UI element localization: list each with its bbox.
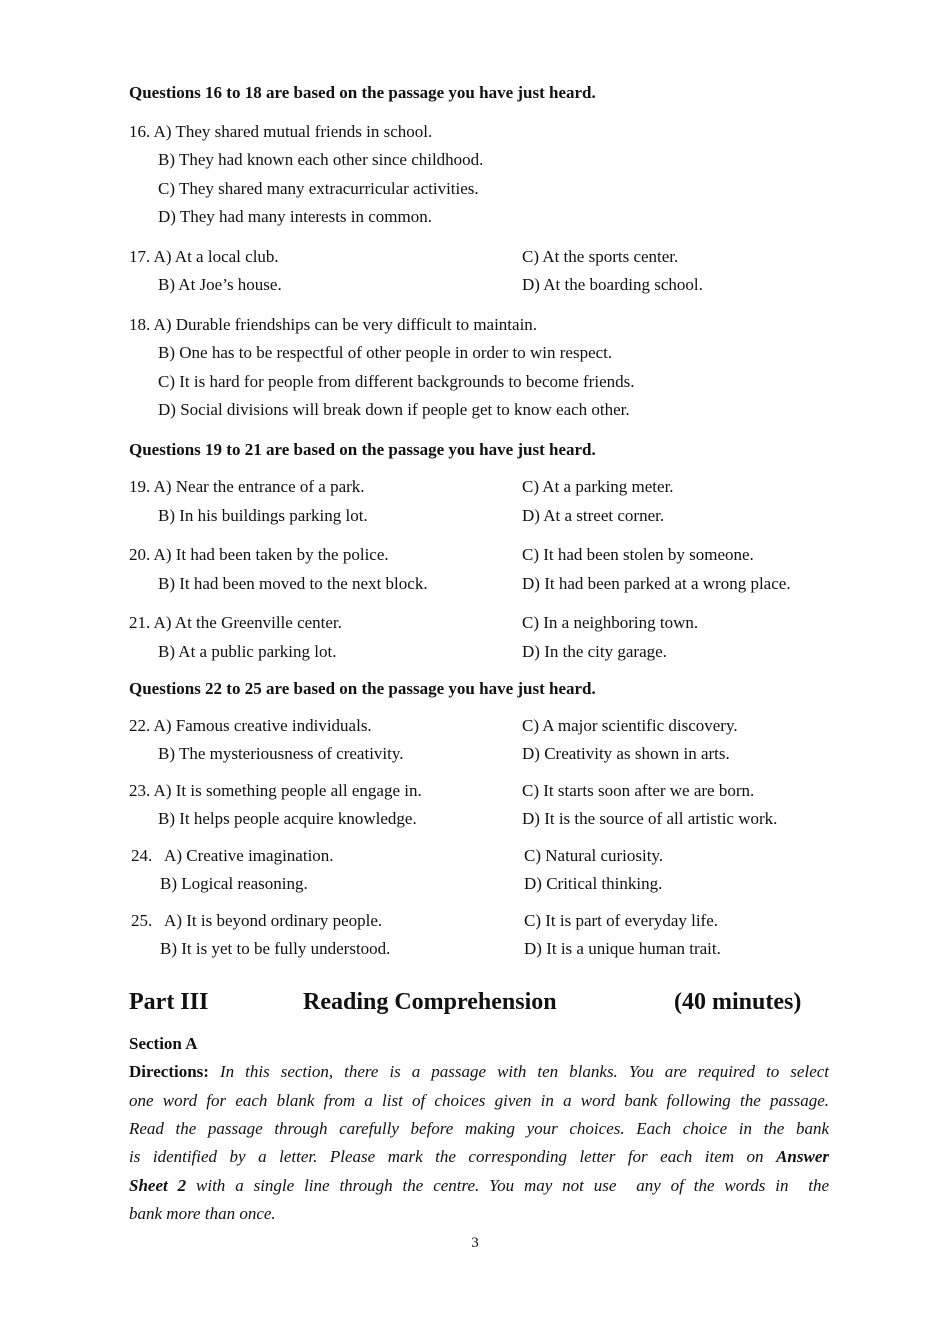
section-title: Section A (129, 1034, 198, 1053)
q23-option-a: 23. A) It is something people all engage in. (129, 781, 422, 800)
answer-sheet-label: Answer (776, 1147, 829, 1166)
q16-option-d: D) They had many interests in common. (158, 207, 432, 226)
q20-option-b: B) It had been moved to the next block. (158, 574, 428, 593)
directions-line-1 (129, 1062, 829, 1082)
part-time: (40 minutes) (674, 989, 802, 1015)
q25-option-c: C) It is part of everyday life. (524, 911, 719, 930)
q18-option-a: 18. A) Durable friendships can be very difficult to maintain. (129, 315, 538, 334)
directions-line-2: one word for each blank from a list of choices given in a word bank following the passage. (129, 1091, 829, 1110)
directions-text: is identified by a letter. Please mark the corresponding letter for each item on (129, 1147, 764, 1166)
part-number: Part III (129, 989, 209, 1015)
q22-option-b: B) The mysteriousness of creativity. (158, 744, 404, 763)
q25-option-b: B) It is yet to be fully understood. (160, 939, 391, 958)
page-number: 3 (471, 1235, 479, 1251)
directions-line-5 (129, 1176, 829, 1196)
q17-option-a: 17. A) At a local club. (129, 247, 279, 266)
q19-option-a: 19. A) Near the entrance of a park. (129, 477, 365, 496)
directions-line-4 (129, 1147, 829, 1167)
q16-option-b: B) They had known each other since childhood. (158, 150, 484, 169)
q24-option-c: C) Natural curiosity. (524, 846, 664, 865)
q21-option-d: D) In the city garage. (522, 642, 667, 661)
directions-line-3: Read the passage through carefully before making your choices. Each choice in the bank (129, 1119, 829, 1138)
q24-option-b: B) Logical reasoning. (160, 874, 308, 893)
q20-option-c: C) It had been stolen by someone. (522, 545, 754, 564)
q20-option-a: 20. A) It had been taken by the police. (129, 545, 389, 564)
q21-option-b: B) At a public parking lot. (158, 642, 337, 661)
q23-option-c: C) It starts soon after we are born. (522, 781, 755, 800)
q18-option-c: C) It is hard for people from different backgrounds to become friends. (158, 372, 635, 391)
q20-option-d: D) It had been parked at a wrong place. (522, 574, 791, 593)
q22-option-a: 22. A) Famous creative individuals. (129, 716, 372, 735)
q19-option-d: D) At a street corner. (522, 506, 665, 525)
question-group-header: Questions 22 to 25 are based on the passage you have just heard. (129, 679, 596, 698)
q17-option-d: D) At the boarding school. (522, 275, 703, 294)
answer-sheet-label: Sheet 2 (129, 1176, 187, 1195)
directions-label: Directions: (129, 1062, 209, 1081)
directions-text: with a single line through the centre. You may not use any of the words in the (196, 1176, 830, 1195)
q21-option-a: 21. A) At the Greenville center. (129, 613, 342, 632)
q19-option-b: B) In his buildings parking lot. (158, 506, 368, 525)
q18-option-d: D) Social divisions will break down if people get to know each other. (158, 400, 630, 419)
q19-option-c: C) At a parking meter. (522, 477, 674, 496)
q25-option-a: 25. A) It is beyond ordinary people. (131, 911, 383, 930)
part-title: Reading Comprehension (303, 989, 557, 1015)
q17-option-b: B) At Joe’s house. (158, 275, 282, 294)
q24-option-a: 24. A) Creative imagination. (131, 846, 334, 865)
q18-option-b: B) One has to be respectful of other people in order to win respect. (158, 343, 613, 362)
q21-option-c: C) In a neighboring town. (522, 613, 699, 632)
directions-text: In this section, there is a passage with ten blanks. You are required to select (219, 1062, 830, 1081)
question-group-header: Questions 19 to 21 are based on the passage you have just heard. (129, 440, 596, 459)
q23-option-b: B) It helps people acquire knowledge. (158, 809, 417, 828)
q16-option-c: C) They shared many extracurricular activities. (158, 179, 479, 198)
question-group-header: Questions 16 to 18 are based on the passage you have just heard. (129, 83, 596, 102)
q24-option-d: D) Critical thinking. (524, 874, 663, 893)
q22-option-c: C) A major scientific discovery. (522, 716, 738, 735)
q22-option-d: D) Creativity as shown in arts. (522, 744, 730, 763)
q23-option-d: D) It is the source of all artistic work. (522, 809, 778, 828)
q25-option-d: D) It is a unique human trait. (524, 939, 721, 958)
directions-line-6: bank more than once. (129, 1204, 276, 1223)
q17-option-c: C) At the sports center. (522, 247, 679, 266)
q16-option-a: 16. A) They shared mutual friends in school. (129, 122, 433, 141)
